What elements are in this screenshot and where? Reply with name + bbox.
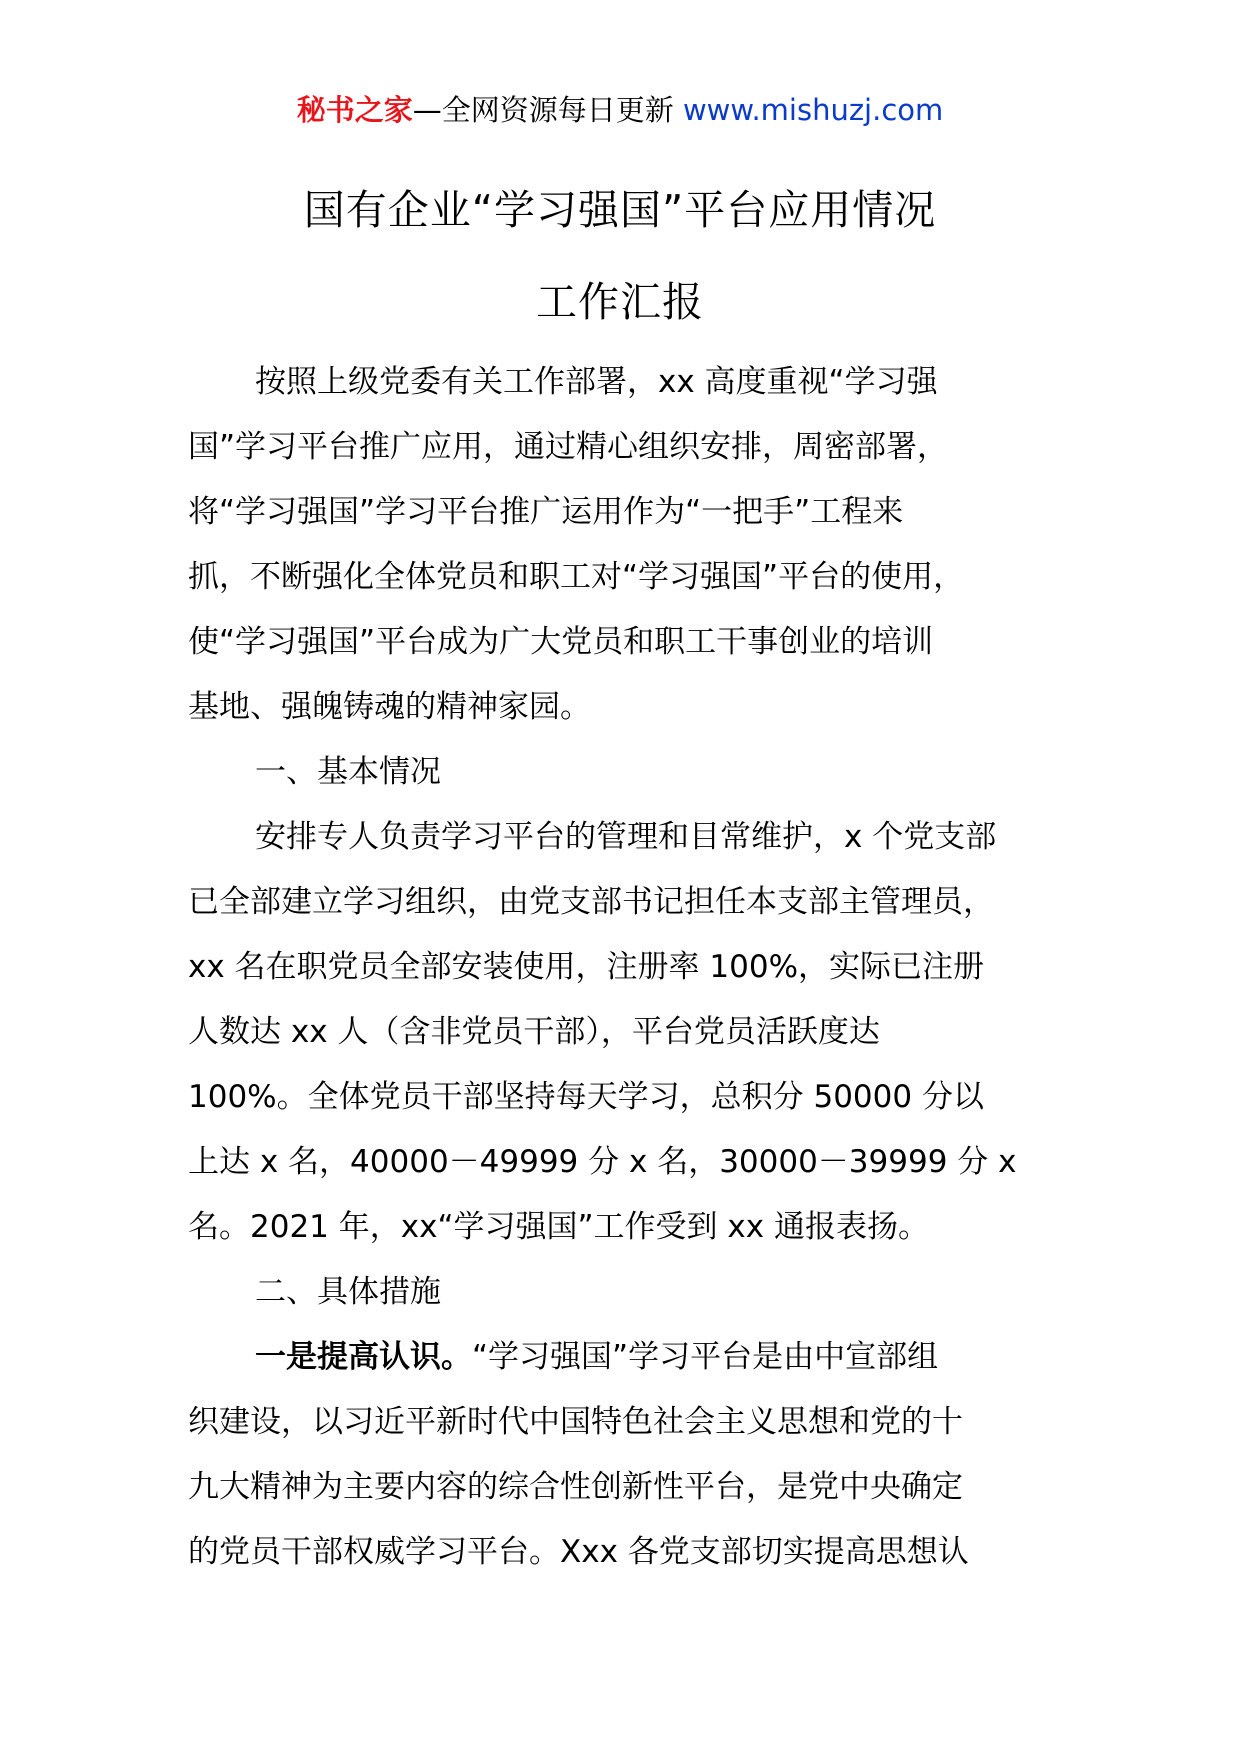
body-line: 基地、强魄铸魂的精神家园。	[188, 689, 591, 725]
body-line: 安排专人负责学习平台的管理和目常维护，x 个党支部	[255, 819, 997, 855]
document-title-line-1: 国有企业“学习强国”平台应用情况	[303, 186, 937, 234]
body-line: 人数达 xx 人（含非党员干部），平台党员活跃度达	[188, 1014, 880, 1050]
body-line: 已全部建立学习组织，由党支部书记担任本支部主管理员，	[188, 884, 994, 920]
header-site-link[interactable]: www.mishuzj.com	[682, 93, 944, 127]
body-line: 织建设，以习近平新时代中国特色社会主义思想和党的十	[188, 1404, 963, 1440]
body-line: 国”学习平台推广应用，通过精心组织安排，周密部署，	[188, 429, 949, 465]
body-line: 九大精神为主要内容的综合性创新性平台，是党中央确定	[188, 1469, 963, 1505]
body-line: 100%。全体党员干部坚持每天学习，总积分 50000 分以	[188, 1079, 984, 1115]
body-line: 抓，不断强化全体党员和职工对“学习强国”平台的使用，	[188, 559, 965, 595]
body-line: 的党员干部权威学习平台。Xxx 各党支部切实提高思想认	[188, 1534, 969, 1570]
measure-1-text: “学习强国”学习平台是由中宣部组	[472, 1339, 939, 1375]
header-brand: 秘书之家	[296, 93, 413, 127]
measure-1-heading: 一是提高认识。	[255, 1339, 472, 1375]
body-line: 使“学习强国”平台成为广大党员和职工干事创业的培训	[188, 624, 934, 660]
body-line: 按照上级党委有关工作部署，xx 高度重视“学习强	[255, 364, 938, 400]
body-line: 将“学习强国”学习平台推广运用作为“一把手”工程来	[188, 494, 904, 530]
body-line: 名。2021 年，xx“学习强国”工作受到 xx 通报表扬。	[188, 1209, 929, 1245]
section-heading-measures: 二、具体措施	[255, 1274, 441, 1310]
page-header	[0, 88, 1240, 132]
section-heading-basic: 一、基本情况	[255, 754, 441, 790]
body-line: 上达 x 名，40000－49999 分 x 名，30000－39999 分 x	[188, 1144, 1017, 1180]
measure-1-first-line	[188, 1325, 1068, 1390]
document-title-line-2: 工作汇报	[536, 278, 704, 326]
header-slogan: —全网资源每日更新	[412, 93, 674, 127]
body-line: xx 名在职党员全部安装使用，注册率 100%，实际已注册	[188, 949, 985, 985]
document-body	[188, 350, 1068, 1585]
